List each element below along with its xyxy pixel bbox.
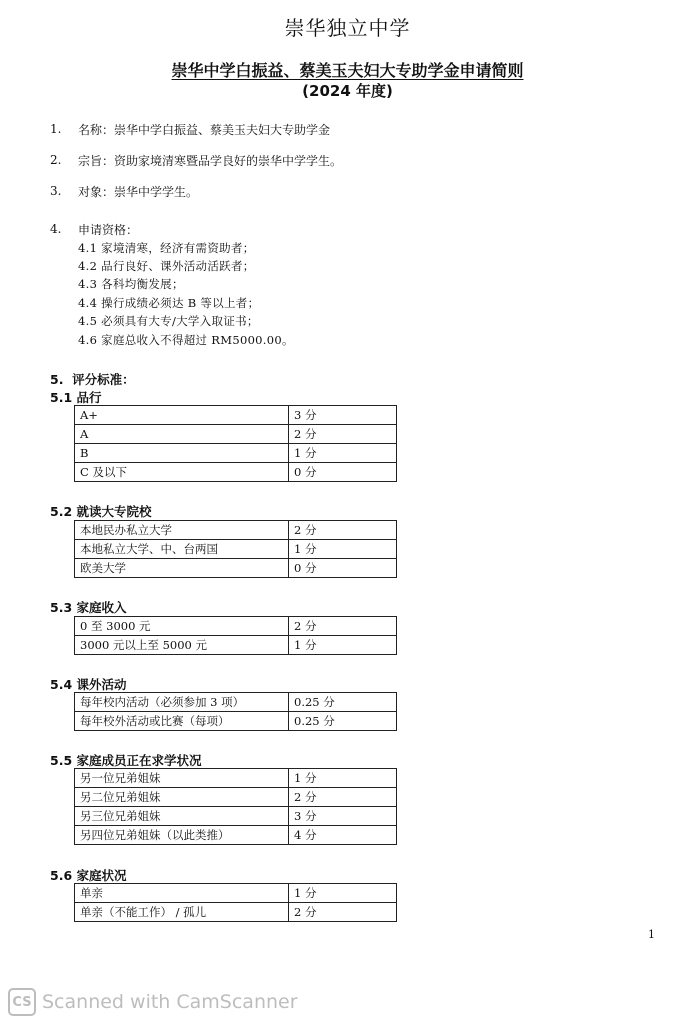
eligibility-4-6: 4.6 家庭总收入不得超过 RM5000.00。	[78, 333, 294, 347]
table-row	[75, 903, 397, 922]
table-row	[75, 540, 397, 559]
section-id: 5.4	[50, 677, 73, 692]
eligibility-4-5: 4.5 必须具有大专/大学入取证书；	[78, 314, 259, 328]
section-5-1-heading	[50, 388, 102, 406]
section-id: 5.5	[50, 753, 73, 768]
document-title: 崇华中学白振益、蔡美玉夫妇大专助学金申请简则	[171, 61, 524, 80]
criterion-cell: 欧美大学	[75, 559, 289, 578]
item-number: 2.	[50, 153, 62, 167]
score-cell: 4 分	[289, 826, 397, 845]
score-cell: 2 分	[289, 617, 397, 636]
document-year: (2024 年度)	[302, 82, 393, 100]
table-row	[75, 807, 397, 826]
table-row	[75, 826, 397, 845]
table-row	[75, 559, 397, 578]
item-text: 宗旨：资助家境清寒暨品学良好的崇华中学学生。	[78, 154, 343, 168]
school-name: 崇华独立中学	[284, 16, 411, 40]
section-id: 5.2	[50, 504, 73, 519]
section-id: 5.1	[50, 390, 73, 405]
eligibility-4-3: 4.3 各科均衡发展；	[78, 277, 184, 291]
criterion-cell: 每年校内活动（必须参加 3 项）	[75, 693, 289, 712]
page-number: 1	[648, 928, 655, 941]
table-row	[75, 617, 397, 636]
criterion-cell: 单亲	[75, 884, 289, 903]
scoring-title: 评分标准：	[72, 372, 135, 387]
criterion-cell: 另二位兄弟姐妹	[75, 788, 289, 807]
item-text: 对象：崇华中学学生。	[78, 185, 199, 199]
criterion-cell: C 及以下	[75, 463, 289, 482]
section-title: 就读大专院校	[76, 504, 152, 519]
table-row	[75, 693, 397, 712]
criterion-cell: 3000 元以上至 5000 元	[75, 636, 289, 655]
siblings-score-table	[74, 768, 397, 845]
score-cell: 2 分	[289, 521, 397, 540]
score-cell: 0 分	[289, 559, 397, 578]
score-cell: 3 分	[289, 406, 397, 425]
section-5-5-heading	[50, 751, 202, 769]
section-5-4-heading	[50, 675, 127, 693]
eligibility-4-2: 4.2 品行良好、课外活动活跃者；	[78, 259, 255, 273]
table-row	[75, 788, 397, 807]
table-row	[75, 444, 397, 463]
item-number: 3.	[50, 184, 62, 198]
camscanner-watermark	[8, 988, 298, 1016]
item-number: 1.	[50, 122, 62, 136]
table-row	[75, 463, 397, 482]
table-row	[75, 712, 397, 731]
score-cell: 1 分	[289, 444, 397, 463]
table-row	[75, 884, 397, 903]
section-title: 家庭成员正在求学状况	[76, 753, 202, 768]
section-5-6-heading	[50, 866, 127, 884]
criterion-cell: 每年校外活动或比赛（每项）	[75, 712, 289, 731]
section-5-2-heading	[50, 502, 152, 520]
table-row	[75, 406, 397, 425]
criterion-cell: A+	[75, 406, 289, 425]
table-row	[75, 636, 397, 655]
section-title: 品行	[76, 390, 102, 405]
criterion-cell: A	[75, 425, 289, 444]
score-cell: 2 分	[289, 788, 397, 807]
scoring-number: 5.	[50, 372, 64, 387]
item-text: 申请资格：	[78, 223, 139, 237]
eligibility-4-4: 4.4 操行成绩必须达 B 等以上者；	[78, 296, 260, 310]
score-cell: 1 分	[289, 884, 397, 903]
conduct-score-table	[74, 405, 397, 482]
eligibility-4-1: 4.1 家境清寒，经济有需资助者；	[78, 241, 255, 255]
section-id: 5.6	[50, 868, 73, 883]
item-text: 名称：崇华中学白振益、蔡美玉夫妇大专助学金	[78, 123, 331, 137]
section-5-3-heading	[50, 598, 127, 616]
criterion-cell: 单亲（不能工作） / 孤儿	[75, 903, 289, 922]
score-cell: 1 分	[289, 769, 397, 788]
criterion-cell: 另三位兄弟姐妹	[75, 807, 289, 826]
item-number: 4.	[50, 222, 62, 236]
criterion-cell: 本地私立大学、中、台两国	[75, 540, 289, 559]
section-id: 5.3	[50, 600, 73, 615]
score-cell: 1 分	[289, 636, 397, 655]
criterion-cell: 另一位兄弟姐妹	[75, 769, 289, 788]
criterion-cell: 0 至 3000 元	[75, 617, 289, 636]
score-cell: 0.25 分	[289, 693, 397, 712]
table-row	[75, 521, 397, 540]
section-title: 家庭状况	[76, 868, 127, 883]
section-title: 家庭收入	[76, 600, 127, 615]
score-cell: 2 分	[289, 903, 397, 922]
score-cell: 0 分	[289, 463, 397, 482]
score-cell: 1 分	[289, 540, 397, 559]
criterion-cell: B	[75, 444, 289, 463]
activities-score-table	[74, 692, 397, 731]
family-status-score-table	[74, 883, 397, 922]
section-title: 课外活动	[76, 677, 127, 692]
criterion-cell: 另四位兄弟姐妹（以此类推）	[75, 826, 289, 845]
university-score-table	[74, 520, 397, 578]
score-cell: 2 分	[289, 425, 397, 444]
income-score-table	[74, 616, 397, 655]
table-row	[75, 425, 397, 444]
score-cell: 3 分	[289, 807, 397, 826]
score-cell: 0.25 分	[289, 712, 397, 731]
table-row	[75, 769, 397, 788]
criterion-cell: 本地民办私立大学	[75, 521, 289, 540]
scoring-heading	[50, 370, 135, 388]
camscanner-logo-icon: CS	[8, 988, 36, 1016]
watermark-text: Scanned with CamScanner	[42, 991, 298, 1013]
